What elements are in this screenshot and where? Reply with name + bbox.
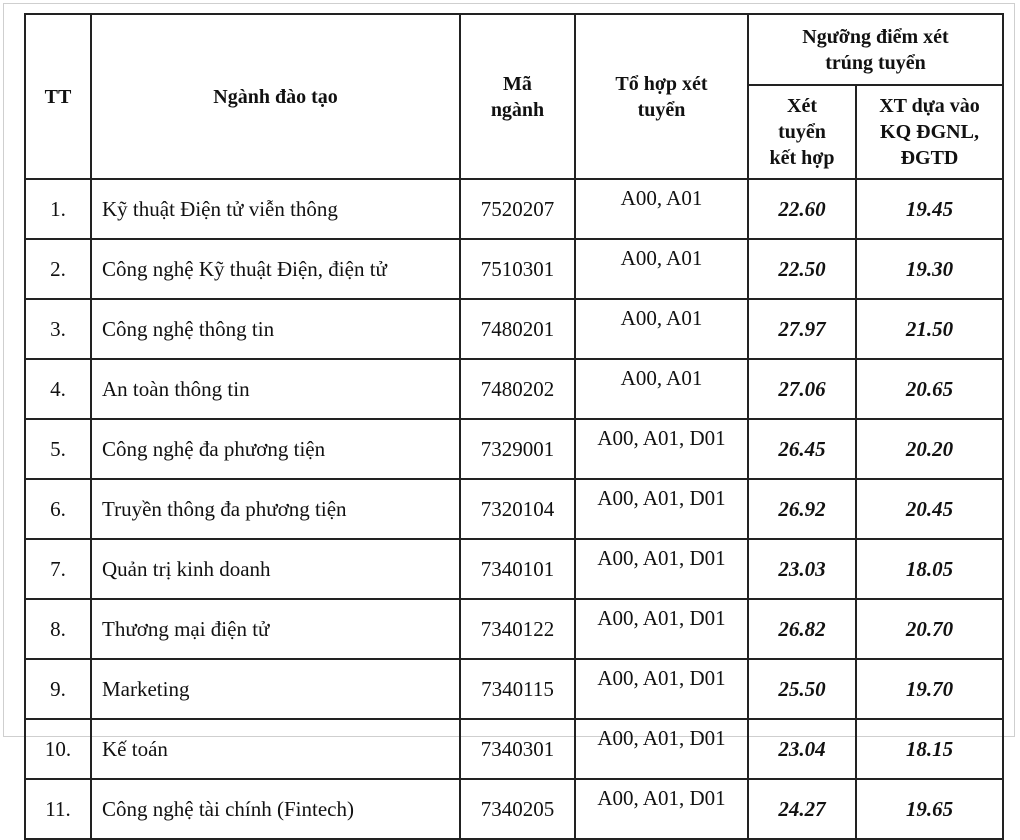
- combined-score: 26.92: [748, 479, 856, 539]
- subject-combo: A00, A01: [575, 359, 748, 419]
- header-combined-line2: tuyển: [778, 121, 826, 143]
- major-code: 7340122: [460, 599, 575, 659]
- row-number: 4.: [25, 359, 91, 419]
- subject-combo: A00, A01: [575, 179, 748, 239]
- header-combo-line2: tuyển: [637, 98, 686, 121]
- table-row: [25, 479, 1003, 539]
- major-name: Marketing: [91, 659, 460, 719]
- major-name: Thương mại điện tử: [91, 599, 460, 659]
- combined-score: 23.03: [748, 539, 856, 599]
- dgnl-score: 20.65: [856, 359, 1003, 419]
- row-number: 5.: [25, 419, 91, 479]
- major-name: Kỹ thuật Điện tử viễn thông: [91, 179, 460, 239]
- major-name: Công nghệ thông tin: [91, 299, 460, 359]
- dgnl-score: 18.05: [856, 539, 1003, 599]
- header-code-line1: Mã: [503, 72, 532, 95]
- row-number: 9.: [25, 659, 91, 719]
- table-row: [25, 539, 1003, 599]
- table-row: [25, 299, 1003, 359]
- combined-score: 25.50: [748, 659, 856, 719]
- dgnl-score: 18.15: [856, 719, 1003, 779]
- subject-combo: A00, A01: [575, 299, 748, 359]
- table-row: [25, 719, 1003, 779]
- subject-combo: A00, A01, D01: [575, 659, 748, 719]
- combined-score: 26.45: [748, 419, 856, 479]
- header-dgnl: [856, 85, 1003, 179]
- header-row-top: [25, 14, 1003, 85]
- header-combined: [748, 85, 856, 179]
- major-name: Công nghệ đa phương tiện: [91, 419, 460, 479]
- subject-combo: A00, A01, D01: [575, 599, 748, 659]
- header-combined-line1: Xét: [787, 95, 817, 117]
- major-code: 7329001: [460, 419, 575, 479]
- subject-combo: A00, A01: [575, 239, 748, 299]
- major-code: 7480201: [460, 299, 575, 359]
- major-code: 7340101: [460, 539, 575, 599]
- dgnl-score: 19.65: [856, 779, 1003, 839]
- header-combo-line1: Tổ hợp xét: [615, 72, 708, 95]
- subject-combo: A00, A01, D01: [575, 719, 748, 779]
- combined-score: 27.97: [748, 299, 856, 359]
- dgnl-score: 20.70: [856, 599, 1003, 659]
- subject-combo: A00, A01, D01: [575, 779, 748, 839]
- major-name: Công nghệ Kỹ thuật Điện, điện tử: [91, 239, 460, 299]
- header-dgnl-line1: XT dựa vào: [879, 95, 980, 117]
- dgnl-score: 20.45: [856, 479, 1003, 539]
- header-tt: TT: [25, 14, 91, 179]
- combined-score: 23.04: [748, 719, 856, 779]
- dgnl-score: 21.50: [856, 299, 1003, 359]
- subject-combo: A00, A01, D01: [575, 419, 748, 479]
- table-row: [25, 179, 1003, 239]
- combined-score: 22.60: [748, 179, 856, 239]
- row-number: 2.: [25, 239, 91, 299]
- major-code: 7340205: [460, 779, 575, 839]
- table-row: [25, 659, 1003, 719]
- major-name: Kế toán: [91, 719, 460, 779]
- combined-score: 24.27: [748, 779, 856, 839]
- header-code-line2: ngành: [490, 98, 545, 121]
- header-dgnl-line2: KQ ĐGNL,: [880, 121, 979, 143]
- major-code: 7480202: [460, 359, 575, 419]
- dgnl-score: 19.45: [856, 179, 1003, 239]
- major-code: 7340115: [460, 659, 575, 719]
- major-name: An toàn thông tin: [91, 359, 460, 419]
- header-combined-line3: kết hợp: [769, 147, 835, 169]
- header-dgnl-line3: ĐGTD: [900, 147, 959, 169]
- row-number: 8.: [25, 599, 91, 659]
- major-code: 7340301: [460, 719, 575, 779]
- table-row: [25, 779, 1003, 839]
- admission-score-table: [24, 13, 1004, 840]
- row-number: 7.: [25, 539, 91, 599]
- dgnl-score: 20.20: [856, 419, 1003, 479]
- header-major: Ngành đào tạo: [91, 14, 460, 179]
- row-number: 10.: [25, 719, 91, 779]
- row-number: 11.: [25, 779, 91, 839]
- major-code: 7520207: [460, 179, 575, 239]
- header-threshold-line1: Ngưỡng điểm xét: [802, 25, 949, 48]
- row-number: 3.: [25, 299, 91, 359]
- table-row: [25, 599, 1003, 659]
- dgnl-score: 19.70: [856, 659, 1003, 719]
- major-name: Quản trị kinh doanh: [91, 539, 460, 599]
- row-number: 1.: [25, 179, 91, 239]
- row-number: 6.: [25, 479, 91, 539]
- combined-score: 22.50: [748, 239, 856, 299]
- major-name: Truyền thông đa phương tiện: [91, 479, 460, 539]
- subject-combo: A00, A01, D01: [575, 479, 748, 539]
- dgnl-score: 19.30: [856, 239, 1003, 299]
- combined-score: 26.82: [748, 599, 856, 659]
- table-row: [25, 359, 1003, 419]
- header-threshold-line2: trúng tuyển: [825, 51, 926, 74]
- major-code: 7320104: [460, 479, 575, 539]
- header-combo: [575, 14, 748, 179]
- table-row: [25, 419, 1003, 479]
- header-threshold: [748, 14, 1003, 85]
- combined-score: 27.06: [748, 359, 856, 419]
- subject-combo: A00, A01, D01: [575, 539, 748, 599]
- major-code: 7510301: [460, 239, 575, 299]
- header-code: [460, 14, 575, 179]
- table-row: [25, 239, 1003, 299]
- major-name: Công nghệ tài chính (Fintech): [91, 779, 460, 839]
